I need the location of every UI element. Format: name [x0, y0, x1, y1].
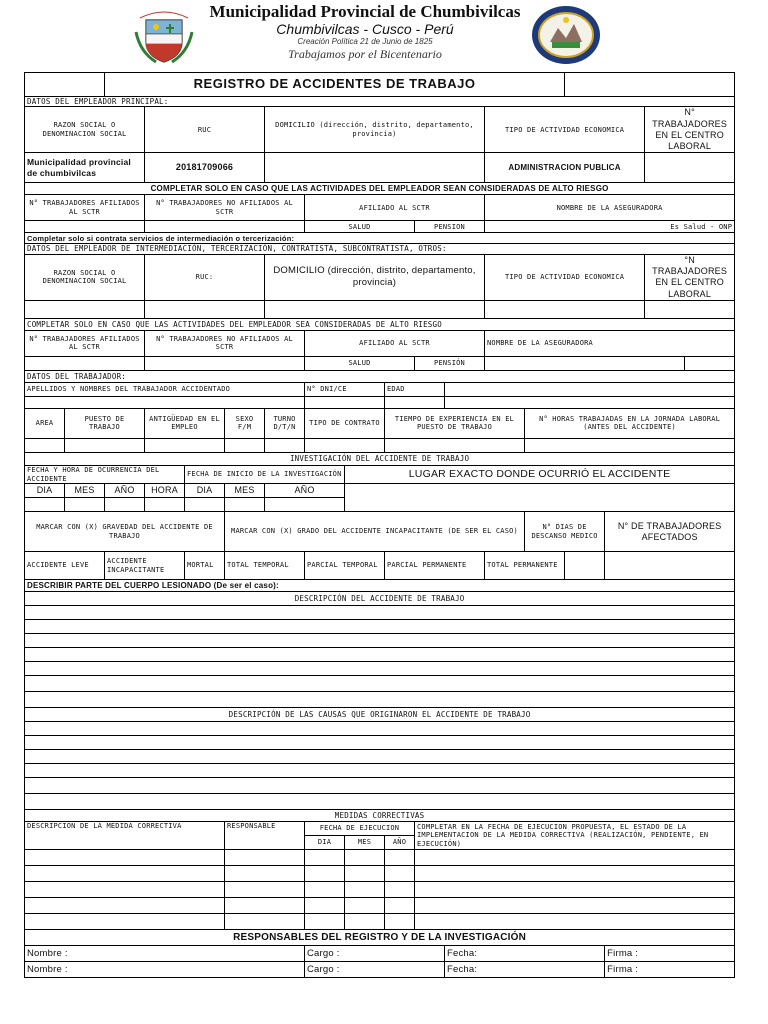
worker-extra-value[interactable]: [445, 396, 735, 408]
employer-heading: DATOS DEL EMPLEADOR PRINCIPAL:: [25, 97, 735, 107]
occurrence-datetime-label: FECHA Y HORA DE OCURRENCIA DEL ACCIDENTE: [25, 465, 185, 484]
affected-workers-label: N° DE TRABAJADORES AFECTADOS: [605, 512, 735, 552]
occ-day-value[interactable]: [25, 498, 65, 512]
motto: Trabajamos por el Bicentenario: [288, 47, 442, 61]
injured-body-part-label: DESCRIBIR PARTE DEL CUERPO LESIONADO (De ser el caso):: [25, 580, 735, 592]
accident-description-heading: DESCRIPCIÓN DEL ACCIDENTE DE TRABAJO: [25, 592, 735, 606]
measure-status[interactable]: [415, 898, 735, 914]
rest-days-label: N° DIAS DE DESCANSO MEDICO: [525, 512, 605, 552]
razon-social-label: RAZON SOCIAL O DENOMINACION SOCIAL: [25, 107, 145, 153]
seniority-label: ANTIGÜEDAD EN EL EMPLEO: [145, 408, 225, 438]
form-table: [24, 72, 735, 978]
measure-row[interactable]: [25, 898, 225, 914]
measure-responsible[interactable]: [225, 850, 305, 866]
inv-day-value[interactable]: [185, 498, 225, 512]
date-field-1[interactable]: Fecha:: [445, 946, 605, 962]
out-activity-label: TIPO DE ACTIVIDAD ECONOMICA: [485, 254, 645, 300]
area-label: AREA: [25, 408, 65, 438]
workers-count-label: N° TRABAJADORES EN EL CENTRO LABORAL: [645, 107, 735, 153]
exact-location-value[interactable]: [345, 484, 735, 512]
out-health-label: SALUD: [305, 356, 415, 370]
measure-description-label: DESCRIPCION DE LA MEDIDA CORRECTIVA: [25, 822, 225, 850]
responsibles-heading: RESPONSABLES DEL REGISTRO Y DE LA INVESTIGACIÓN: [25, 930, 735, 946]
out-sctr-affiliated-label: N° TRABAJADORES AFILIADOS AL SCTR: [25, 330, 145, 356]
out-sctr-label: AFILIADO AL SCTR: [305, 330, 485, 356]
partial-permanent-label: PARCIAL PERMANENTE: [385, 552, 485, 580]
measure-responsible[interactable]: [225, 914, 305, 930]
severity-label: MARCAR CON (X) GRAVEDAD DEL ACCIDENTE DE TRABAJO: [25, 512, 225, 552]
measure-month[interactable]: [345, 898, 385, 914]
out-workers-value[interactable]: [645, 300, 735, 318]
age-label: EDAD: [385, 382, 445, 396]
minor-accident-label: ACCIDENTE LEVE: [25, 552, 105, 580]
fatal-label: MORTAL: [185, 552, 225, 580]
responsible-label: RESPONSABLE: [225, 822, 305, 850]
inv-day-label: DIA: [185, 484, 225, 498]
measure-year[interactable]: [385, 882, 415, 898]
out-razon-label: RAZON SOCIAL O DENOMINACION SOCIAL: [25, 254, 145, 300]
municipality-seal-logo: [530, 4, 602, 66]
insurer-label: NOMBRE DE LA ASEGURADORA: [485, 195, 735, 221]
high-risk-heading: COMPLETAR SOLO EN CASO QUE LAS ACTIVIDADES DEL EMPLEADOR SEAN CONSIDERADAS DE ALTO RIESGO: [25, 183, 735, 195]
ruc-label: RUC: [145, 107, 265, 153]
description-line[interactable]: [25, 634, 735, 648]
ruc-value[interactable]: 20181709066: [145, 153, 265, 183]
sex-label: SEXO F/M: [225, 408, 265, 438]
out-razon-value[interactable]: [25, 300, 145, 318]
measure-year[interactable]: [385, 914, 415, 930]
worker-heading: DATOS DEL TRABAJADOR:: [25, 370, 735, 382]
out-ruc-label: RUC:: [145, 254, 265, 300]
signature-field-2[interactable]: Firma :: [605, 962, 735, 978]
out-workers-label: °N TRABAJADORES EN EL CENTRO LABORAL: [645, 254, 735, 300]
experience-label: TIEMPO DE EXPERIENCIA EN EL PUESTO DE TRABAJO: [385, 408, 525, 438]
measure-status[interactable]: [415, 850, 735, 866]
out-pension-label: PENSIÓN: [415, 356, 485, 370]
insurer-value[interactable]: Es Salud - ONP: [485, 221, 735, 233]
letterhead: [0, 0, 768, 70]
measure-row[interactable]: [25, 866, 225, 882]
affected-workers-value[interactable]: [605, 552, 735, 580]
seniority-value[interactable]: [145, 438, 225, 452]
occ-month-value[interactable]: [65, 498, 105, 512]
out-sctr-not-affiliated-value[interactable]: [145, 356, 305, 370]
measure-row[interactable]: [25, 882, 225, 898]
implementation-status-label: COMPLETAR EN LA FECHA DE EJECUCION PROPUESTA, EL ESTADO DE LA IMPLEMENTACION DE LA MEDIDA CORRECTIVA (REALIZACIÓN, PENDIENTE, EN EJECUCIÓN): [415, 822, 735, 850]
dni-value[interactable]: [305, 396, 385, 408]
occ-year-label: AÑO: [105, 484, 145, 498]
measure-day[interactable]: [305, 882, 345, 898]
municipality-title: Municipalidad Provincial de Chumbivilcas: [209, 2, 521, 21]
out-domicilio-label: DOMICILIO (dirección, distrito, departamento, provincia): [265, 254, 485, 300]
domicilio-value[interactable]: [265, 153, 485, 183]
description-line[interactable]: [25, 606, 735, 620]
partial-temporary-label: PARCIAL TEMPORAL: [305, 552, 385, 580]
causes-line[interactable]: [25, 736, 735, 750]
inv-year-label: AÑO: [265, 484, 345, 498]
measure-year[interactable]: [385, 850, 415, 866]
title-spacer-left: [25, 73, 105, 97]
measure-day[interactable]: [305, 866, 345, 882]
total-temporary-label: TOTAL TEMPORAL: [225, 552, 305, 580]
sex-value[interactable]: [225, 438, 265, 452]
causes-line[interactable]: [25, 794, 735, 810]
workers-count-value[interactable]: [645, 153, 735, 183]
occ-hour-label: HORA: [145, 484, 185, 498]
measure-day[interactable]: [305, 898, 345, 914]
out-insurer-label: NOMBRE DE LA ASEGURADORA: [485, 330, 735, 356]
hours-worked-value[interactable]: [525, 438, 735, 452]
out-insurer-value[interactable]: [485, 356, 685, 370]
causes-line[interactable]: [25, 764, 735, 778]
description-line[interactable]: [25, 662, 735, 676]
causes-description-heading: DESCRIPCIÓN DE LAS CAUSAS QUE ORIGINARON EL ACCIDENTE DE TRABAJO: [25, 708, 735, 722]
occ-day-label: DIA: [25, 484, 65, 498]
measure-status[interactable]: [415, 914, 735, 930]
out-insurer-extra[interactable]: [685, 356, 735, 370]
form-title: REGISTRO DE ACCIDENTES DE TRABAJO: [105, 73, 565, 97]
sctr-label: AFILIADO AL SCTR: [305, 195, 485, 221]
measure-responsible[interactable]: [225, 882, 305, 898]
area-value[interactable]: [25, 438, 65, 452]
position-field-1[interactable]: Cargo :: [305, 946, 445, 962]
measure-status[interactable]: [415, 866, 735, 882]
investigation-start-label: FECHA DE INICIO DE LA INVESTIGACIÓN: [185, 465, 345, 484]
measure-row[interactable]: [25, 914, 225, 930]
disabling-accident-label: ACCIDENTE INCAPACITANTE: [105, 552, 185, 580]
measure-month[interactable]: [345, 914, 385, 930]
health-label: SALUD: [305, 221, 415, 233]
occ-year-value[interactable]: [105, 498, 145, 512]
title-spacer-right: [565, 73, 735, 97]
creation-date: Creación Política 21 de Junio de 1825: [297, 37, 433, 46]
inv-month-value[interactable]: [225, 498, 265, 512]
job-position-value[interactable]: [65, 438, 145, 452]
execution-date-label: FECHA DE EJECUCION: [305, 822, 415, 836]
rest-days-value[interactable]: [565, 552, 605, 580]
dni-label: N° DNI/CE: [305, 382, 385, 396]
exec-day-label: DIA: [305, 836, 345, 850]
occ-hour-value[interactable]: [145, 498, 185, 512]
worker-name-value[interactable]: [25, 396, 305, 408]
hours-worked-label: N° HORAS TRABAJADAS EN LA JORNADA LABORAL (ANTES DEL ACCIDENTE): [525, 408, 735, 438]
occ-month-label: MES: [65, 484, 105, 498]
measure-month[interactable]: [345, 850, 385, 866]
domicilio-label: DOMICILIO (dirección, distrito, departamento, provincia): [265, 107, 485, 153]
measure-responsible[interactable]: [225, 866, 305, 882]
activity-type-value[interactable]: ADMINISTRACION PUBLICA: [485, 153, 645, 183]
activity-type-label: TIPO DE ACTIVIDAD ECONOMICA: [485, 107, 645, 153]
out-sctr-affiliated-value[interactable]: [25, 356, 145, 370]
out-domicilio-value[interactable]: [265, 300, 485, 318]
out-ruc-value[interactable]: [145, 300, 265, 318]
outsourcing-note: Completar solo si contrata servicios de intermediación o tercerización:: [25, 233, 735, 244]
causes-line[interactable]: [25, 778, 735, 794]
shift-value[interactable]: [265, 438, 305, 452]
measure-responsible[interactable]: [225, 898, 305, 914]
municipality-location: Chumbivilcas - Cusco - Perú: [276, 21, 454, 37]
accident-registration-form: [24, 72, 734, 978]
measure-year[interactable]: [385, 898, 415, 914]
measure-day[interactable]: [305, 850, 345, 866]
description-line[interactable]: [25, 676, 735, 692]
date-field-2[interactable]: Fecha:: [445, 962, 605, 978]
sctr-affiliated-label: N° TRABAJADORES AFILIADOS AL SCTR: [25, 195, 145, 221]
exec-month-label: MES: [345, 836, 385, 850]
worker-name-label: APELLIDOS Y NOMBRES DEL TRABAJADOR ACCIDENTADO: [25, 382, 305, 396]
measure-row[interactable]: [25, 850, 225, 866]
out-sctr-not-affiliated-label: N° TRABAJADORES NO AFILIADOS AL SCTR: [145, 330, 305, 356]
out-high-risk-heading: COMPLETAR SOLO EN CASO QUE LAS ACTIVIDADES DEL EMPLEADOR SEA CONSIDERADAS DE ALTO RIESGO: [25, 318, 735, 330]
name-field-1[interactable]: Nombre :: [25, 946, 305, 962]
sctr-affiliated-value[interactable]: [25, 221, 145, 233]
razon-social-value[interactable]: Municipalidad provincial de chumbivilcas: [25, 153, 145, 183]
exact-location-label: LUGAR EXACTO DONDE OCURRIÓ EL ACCIDENTE: [345, 465, 735, 484]
total-permanent-label: TOTAL PERMANENTE: [485, 552, 565, 580]
description-line[interactable]: [25, 692, 735, 708]
disability-degree-label: MARCAR CON (X) GRADO DEL ACCIDENTE INCAPACITANTE (DE SER EL CASO): [225, 512, 525, 552]
contract-type-value[interactable]: [305, 438, 385, 452]
measure-day[interactable]: [305, 914, 345, 930]
inv-month-label: MES: [225, 484, 265, 498]
contract-type-label: TIPO DE CONTRATO: [305, 408, 385, 438]
job-position-label: PUESTO DE TRABAJO: [65, 408, 145, 438]
pension-label: PENSION: [415, 221, 485, 233]
description-line[interactable]: [25, 620, 735, 634]
sctr-not-affiliated-value[interactable]: [145, 221, 305, 233]
outsourcing-heading: DATOS DEL EMPLEADOR DE INTERMEDIACIÓN, TERCERIZACIÓN, CONTRATISTA, SUBCONTRATISTA, OTROS:: [25, 244, 735, 254]
measure-month[interactable]: [345, 866, 385, 882]
position-field-2[interactable]: Cargo :: [305, 962, 445, 978]
out-activity-value[interactable]: [485, 300, 645, 318]
signature-field-1[interactable]: Firma :: [605, 946, 735, 962]
measure-year[interactable]: [385, 866, 415, 882]
sctr-not-affiliated-label: N° TRABAJADORES NO AFILIADOS AL SCTR: [145, 195, 305, 221]
name-field-2[interactable]: Nombre :: [25, 962, 305, 978]
description-line[interactable]: [25, 648, 735, 662]
measure-month[interactable]: [345, 882, 385, 898]
inv-year-value[interactable]: [265, 498, 345, 512]
corrective-measures-heading: MEDIDAS CORRECTIVAS: [25, 810, 735, 822]
measure-status[interactable]: [415, 882, 735, 898]
experience-value[interactable]: [385, 438, 525, 452]
exec-year-label: AÑO: [385, 836, 415, 850]
shift-label: TURNO D/T/N: [265, 408, 305, 438]
worker-name-spacer: [445, 382, 735, 396]
investigation-heading: INVESTIGACIÓN DEL ACCIDENTE DE TRABAJO: [25, 452, 735, 465]
causes-line[interactable]: [25, 722, 735, 736]
causes-line[interactable]: [25, 750, 735, 764]
peru-coat-of-arms-logo: [132, 2, 196, 66]
age-value[interactable]: [385, 396, 445, 408]
